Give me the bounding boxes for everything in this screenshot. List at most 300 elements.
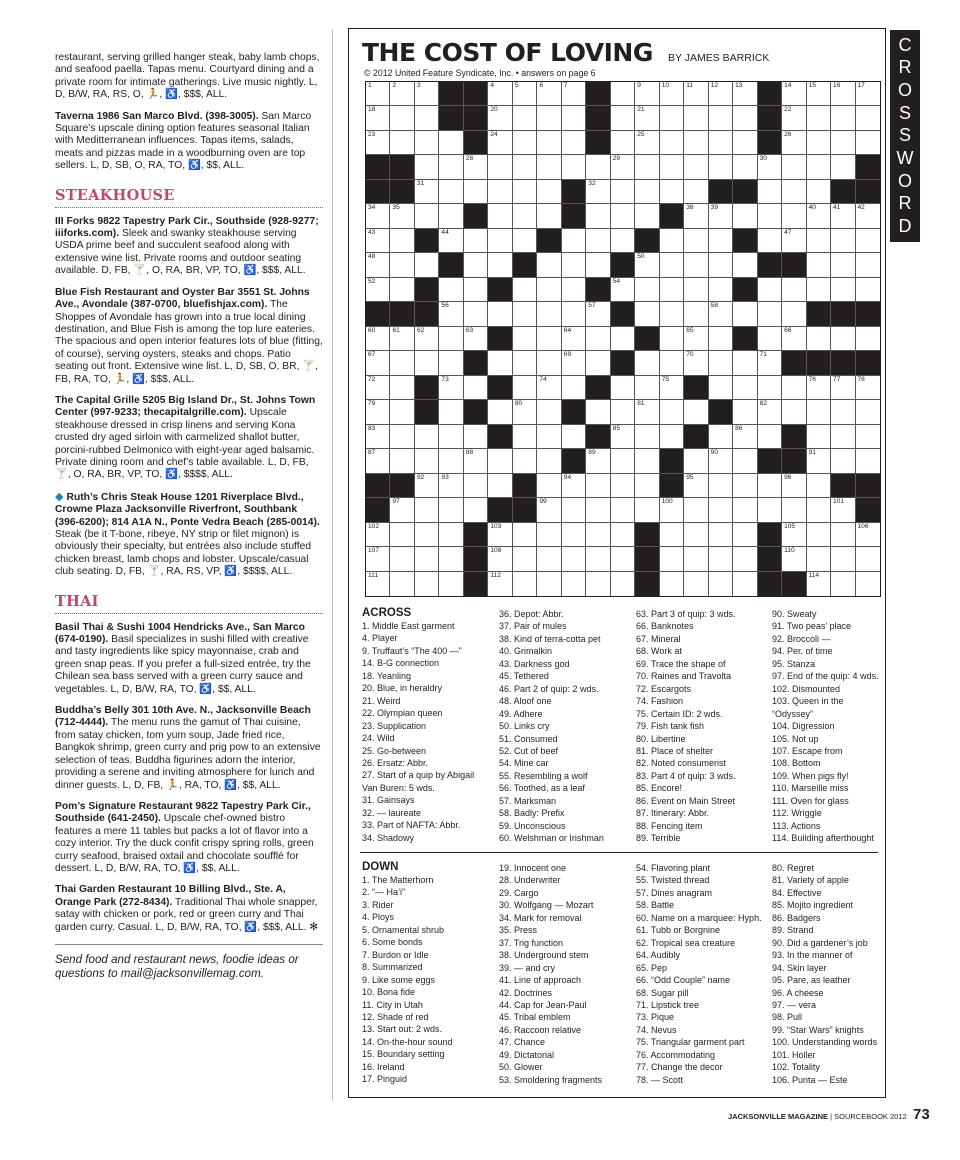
clue: 44. Cap for Jean-Paul — [499, 999, 587, 1010]
clue: 35. Press — [499, 925, 538, 936]
clue-number: 17 — [857, 82, 865, 89]
grid-cell — [415, 253, 439, 277]
grid-cell — [415, 204, 439, 228]
clue: 14. B-G connection — [362, 658, 440, 669]
black-square — [856, 180, 880, 204]
clue: 84. Effective — [772, 887, 822, 898]
grid-cell — [415, 106, 439, 130]
grid-cell — [660, 302, 684, 326]
grid-cell — [807, 547, 831, 571]
clue: 15. Boundary setting — [362, 1049, 445, 1060]
grid-cell — [758, 376, 782, 400]
thai-list — [55, 622, 323, 934]
clue: 6. Some bonds — [362, 937, 423, 948]
grid-cell — [439, 229, 463, 253]
black-square — [856, 498, 880, 522]
grid-cell — [660, 278, 684, 302]
black-square — [684, 425, 708, 449]
clue: 51. Consumed — [499, 733, 558, 744]
grid-cell — [464, 253, 488, 277]
grid-cell — [513, 204, 537, 228]
grid-cell — [562, 572, 586, 596]
clue-number: 12 — [710, 82, 718, 89]
grid-cell — [831, 278, 855, 302]
grid-cell — [635, 180, 659, 204]
grid-cell — [709, 82, 733, 106]
across-clues-col-1 — [362, 606, 474, 844]
grid-cell — [415, 82, 439, 106]
side-tab-letter: S — [898, 102, 911, 123]
clue: 50. Glower — [499, 1062, 543, 1073]
clue-number: 60 — [368, 326, 376, 334]
grid-cell — [733, 106, 757, 130]
grid-cell — [390, 204, 414, 228]
clue-number: 31 — [416, 179, 425, 187]
black-square — [464, 547, 488, 571]
clue: 57. Marksman — [499, 795, 557, 806]
grid-cell — [464, 449, 488, 473]
grid-cell — [635, 204, 659, 228]
grid-cell — [831, 547, 855, 571]
grid-cell — [390, 351, 414, 375]
clue-number: 29 — [612, 155, 621, 163]
black-square — [831, 302, 855, 326]
footnote: Send food and restaurant news, foodie ideas or questions to mail@jacksonvillemag.com. — [55, 952, 299, 980]
grid-cell — [709, 425, 733, 449]
clue: 70. Raines and Travolta — [636, 671, 732, 682]
restaurant-description: Basil specializes in sushi filled with creative and tasty ingredients like spicy mayonnaise, crab and green snap peas. If you prefer a full-sized entrée, try the Chilean sea bass served with a green curry sauce and vegetables. L, D, B/W, RA, TO, ♿, $$, ALL. — [55, 634, 311, 695]
grid-cell — [439, 155, 463, 179]
steakhouse-list — [55, 216, 323, 579]
grid-cell — [537, 106, 561, 130]
grid-cell — [758, 400, 782, 424]
grid-cell — [635, 106, 659, 130]
clue-number: 70 — [686, 351, 694, 359]
black-square — [488, 376, 512, 400]
grid-cell — [611, 155, 635, 179]
grid-cell — [366, 131, 390, 155]
grid-cell — [782, 180, 806, 204]
grid-cell — [439, 376, 463, 400]
clue: 109. When pigs fly! — [772, 770, 849, 781]
grid-cell — [733, 547, 757, 571]
grid-cell — [537, 547, 561, 571]
clue: 3. Rider — [362, 899, 394, 910]
grid-cell — [660, 229, 684, 253]
grid-cell — [807, 449, 831, 473]
grid-cell — [856, 106, 880, 130]
black-square — [586, 278, 610, 302]
grid-cell — [856, 449, 880, 473]
clue: 79. Fish tank fish — [636, 721, 705, 732]
grid-cell — [856, 425, 880, 449]
clue-number: 4 — [490, 82, 495, 89]
grid-cell — [464, 278, 488, 302]
grid-cell — [562, 302, 586, 326]
grid-cell — [709, 204, 733, 228]
grid-cell — [684, 400, 708, 424]
clue: 111. Oven for glass — [772, 795, 849, 806]
clue: 48. Aloof one — [499, 696, 552, 707]
clue: 39. — and cry — [499, 962, 556, 973]
grid-cell — [660, 400, 684, 424]
grid-cell — [464, 229, 488, 253]
grid-cell — [856, 376, 880, 400]
black-square — [415, 229, 439, 253]
clue: 85. Encore! — [636, 783, 683, 794]
grid-cell — [537, 278, 561, 302]
black-square — [537, 229, 561, 253]
grid-cell — [464, 474, 488, 498]
grid-cell — [586, 400, 610, 424]
clue-number: 40 — [808, 204, 816, 212]
clue: 10. Bona fide — [362, 987, 416, 998]
grid-cell — [709, 327, 733, 351]
restaurant-name: Ruth’s Chris Steak House 1201 Riverplace Blvd., Crowne Plaza Jacksonville Riverfront, Southbank (396-6200); 814 A1A N., Ponte Vedra Beach (285-0014). — [55, 491, 320, 528]
clue: 86. Event on Main Street — [636, 795, 736, 806]
grid-cell — [660, 82, 684, 106]
black-square — [733, 180, 757, 204]
grid-cell — [513, 106, 537, 130]
clue: 45. Tethered — [499, 671, 549, 682]
clue: 81. Variety of apple — [772, 875, 849, 886]
clue: 63. Part 3 of quip: 3 wds. — [636, 609, 736, 619]
grid-cell — [758, 498, 782, 522]
black-square — [464, 572, 488, 596]
grid-cell — [562, 425, 586, 449]
grid-cell — [562, 278, 586, 302]
column-divider — [332, 30, 333, 1100]
clue: 22. Olympian queen — [362, 708, 443, 719]
grid-cell — [807, 425, 831, 449]
grid-cell — [831, 106, 855, 130]
grid-cell — [635, 425, 659, 449]
grid-cell — [366, 449, 390, 473]
clue-number: 95 — [686, 473, 694, 481]
grid-cell — [782, 498, 806, 522]
grid-cell — [709, 474, 733, 498]
restaurant-name: III Forks 9822 Tapestry Park Cir., Southside (928-9277; iiiforks.com). — [55, 215, 319, 240]
diamond-icon: ◆ — [55, 490, 67, 503]
side-tab-letter: R — [898, 57, 912, 78]
clue: 4. Ploys — [362, 912, 395, 923]
clue-number: 80 — [514, 400, 523, 408]
clue-number: 69 — [563, 351, 572, 359]
clue-number: 39 — [710, 204, 718, 212]
grid-cell — [733, 155, 757, 179]
clue-number: 76 — [808, 375, 816, 383]
clue: 104. Digression — [772, 721, 835, 732]
clue: 89. Strand — [772, 925, 814, 936]
clue: 66. “Odd Couple” name — [636, 975, 731, 986]
grid-cell — [562, 498, 586, 522]
clue-number: 5 — [514, 82, 519, 89]
clue: 21. Weird — [362, 695, 401, 706]
restaurant-listings — [55, 52, 323, 981]
grid-cell — [709, 351, 733, 375]
grid-cell — [660, 547, 684, 571]
grid-cell — [415, 498, 439, 522]
clue-number: 73 — [441, 375, 449, 383]
clue: 5. Ornamental shrub — [362, 924, 445, 935]
black-square — [611, 253, 635, 277]
clue: 4. Player — [362, 633, 398, 644]
grid-cell — [684, 204, 708, 228]
grid-cell — [537, 302, 561, 326]
grid-cell — [831, 572, 855, 596]
clue: 53. Smoldering fragments — [499, 1074, 603, 1085]
grid-cell — [488, 204, 512, 228]
restaurant-name: Basil Thai & Sushi 1004 Hendricks Ave., San Marco (674-0190). — [55, 621, 305, 646]
restaurant-description: Upscale steakhouse dressed in crisp linens and serving Kona crusted dry aged sirloin with carmelized shallot butter, porcini-rubbed Delmonico with eight-year aged balsamic. Private dining room and chef’s table available. L, D, FB, 🍸, O, RA, BR, VP, TO, ♿, $$$$, ALL. — [55, 407, 315, 481]
grid-cell — [782, 302, 806, 326]
clue: 54. Flavoring plant — [636, 863, 711, 873]
grid-cell — [807, 376, 831, 400]
grid-cell — [782, 547, 806, 571]
grid-cell — [537, 474, 561, 498]
grid-cell — [856, 400, 880, 424]
grid-cell — [488, 180, 512, 204]
black-square — [635, 523, 659, 547]
clue-number: 57 — [588, 302, 596, 310]
restaurant-name: The Capital Grille 5205 Big Island Dr., St. Johns Town Center (997-9233; thecapitalgrille.com). — [55, 394, 316, 419]
grid-cell — [390, 400, 414, 424]
grid-cell — [537, 449, 561, 473]
clue: 74. Fashion — [636, 696, 684, 707]
clue-number: 112 — [490, 571, 501, 579]
grid-cell — [807, 523, 831, 547]
grid-cell — [611, 425, 635, 449]
clue: 92. Broccoli — — [772, 633, 831, 644]
grid-cell — [390, 82, 414, 106]
restaurant-entry — [55, 801, 323, 875]
black-square — [684, 376, 708, 400]
grid-cell — [684, 498, 708, 522]
clue-number: 66 — [784, 326, 792, 334]
clue: 33. Part of NAFTA: Abbr. — [362, 820, 461, 831]
grid-cell — [831, 523, 855, 547]
restaurant-entry — [55, 491, 323, 579]
restaurant-description: Upscale chef-owned bistro features a mere 11 tables but packs a lot of flavor into a cozy interior. Try the duck confit crispy spring rolls, green curry seafood, braised oxtail and chocolate soufflé for dessert. L, D, B/W, RA, TO, ♿, $$, ALL. — [55, 813, 314, 874]
grid-cell — [733, 523, 757, 547]
clue-number: 106 — [857, 522, 869, 530]
grid-cell — [439, 449, 463, 473]
black-square — [366, 155, 390, 179]
grid-cell — [660, 155, 684, 179]
clue: 87. Itinerary: Abbr. — [636, 808, 710, 819]
grid-cell — [537, 351, 561, 375]
clue-number: 65 — [686, 326, 694, 334]
grid-cell — [537, 400, 561, 424]
grid-cell — [660, 327, 684, 351]
grid-cell — [390, 229, 414, 253]
grid-cell — [366, 327, 390, 351]
grid-cell — [635, 449, 659, 473]
grid-cell — [611, 131, 635, 155]
clue: 75. Triangular garment part — [636, 1037, 745, 1048]
grid-cell — [831, 425, 855, 449]
black-square — [488, 327, 512, 351]
grid-cell — [513, 376, 537, 400]
black-square — [464, 106, 488, 130]
grid-cell — [635, 278, 659, 302]
clue: 7. Burdon or Idle — [362, 949, 429, 960]
clue: 47. Chance — [499, 1037, 546, 1048]
clue-number: 15 — [808, 82, 816, 89]
grid-cell — [586, 302, 610, 326]
grid-cell — [562, 229, 586, 253]
grid-cell — [513, 449, 537, 473]
grid-cell — [684, 474, 708, 498]
grid-cell — [586, 351, 610, 375]
grid-cell — [439, 351, 463, 375]
magazine-name: JACKSONVILLE MAGAZINE — [728, 1112, 829, 1121]
clue-number: 77 — [833, 375, 841, 383]
grid-cell — [807, 474, 831, 498]
grid-cell — [537, 572, 561, 596]
clue-number: 92 — [416, 473, 425, 481]
grid-cell — [488, 155, 512, 179]
clue: 95. Stanza — [772, 658, 816, 669]
restaurant-description: Sleek and swanky steakhouse serving USDA prime beef and succulent seafood along with extensive wine list. Private rooms and outdoor seating available. D, FB, 🍸, O, RA, BR, VP, TO, ♿, $$$, ALL. — [55, 228, 306, 277]
black-square — [733, 229, 757, 253]
clue-number: 79 — [368, 400, 376, 408]
grid-cell — [488, 400, 512, 424]
clue-number: 114 — [808, 571, 820, 579]
grid-cell — [733, 253, 757, 277]
black-square — [782, 449, 806, 473]
clue: 65. Pep — [636, 962, 668, 973]
black-square — [856, 474, 880, 498]
clue-number: 90 — [710, 449, 718, 457]
clue: 64. Audibly — [636, 950, 681, 961]
grid-cell — [660, 131, 684, 155]
grid-cell — [856, 82, 880, 106]
clue: 73. Pique — [636, 1012, 675, 1023]
clue: 8. Summarized — [362, 962, 423, 973]
restaurant-name: Buddha’s Belly 301 10th Ave. N., Jacksonville Beach (712-4444). — [55, 705, 311, 729]
clue-number: 102 — [368, 522, 380, 530]
grid-cell — [831, 498, 855, 522]
black-square — [660, 474, 684, 498]
black-square — [758, 106, 782, 130]
clue: 102. Totality — [772, 1062, 820, 1073]
clue-number: 43 — [368, 228, 376, 236]
grid-cell — [660, 351, 684, 375]
clue-number: 71 — [759, 351, 767, 359]
grid-cell — [513, 131, 537, 155]
black-square — [415, 376, 439, 400]
clue-number: 23 — [368, 130, 376, 138]
grid-cell — [611, 278, 635, 302]
grid-cell — [684, 523, 708, 547]
clue-number: 16 — [833, 82, 841, 89]
grid-cell — [733, 400, 757, 424]
black-square — [782, 253, 806, 277]
grid-cell — [586, 180, 610, 204]
grid-cell — [733, 425, 757, 449]
grid-cell — [733, 131, 757, 155]
black-square — [439, 82, 463, 106]
grid-cell — [635, 376, 659, 400]
grid-cell — [782, 204, 806, 228]
black-square — [758, 449, 782, 473]
black-square — [415, 302, 439, 326]
black-square — [733, 278, 757, 302]
black-square — [464, 131, 488, 155]
grid-cell — [635, 155, 659, 179]
clue: 29. Cargo — [499, 887, 539, 898]
clue: 108. Bottom — [772, 758, 821, 769]
clue-number: 82 — [759, 400, 767, 408]
clue: 66. Banknotes — [636, 621, 694, 632]
clue: 103. Queen in the — [772, 696, 844, 707]
clue-number: 20 — [490, 106, 498, 114]
grid-cell — [611, 180, 635, 204]
clue: 69. Trace the shape of — [636, 658, 726, 669]
black-square — [464, 400, 488, 424]
clue: 30. Wolfgang — Mozart — [499, 900, 594, 911]
clue: 49. Dictatorial — [499, 1049, 555, 1060]
grid-cell — [733, 204, 757, 228]
grid-cell — [513, 425, 537, 449]
crossword-byline: BY JAMES BARRICK — [668, 52, 770, 64]
clue-number: 50 — [637, 253, 645, 261]
grid-cell — [537, 131, 561, 155]
grid-cell — [684, 351, 708, 375]
grid-cell — [660, 180, 684, 204]
grid-cell — [709, 106, 733, 130]
clue: 83. Part 4 of quip: 3 wds. — [636, 770, 736, 781]
black-square — [758, 572, 782, 596]
black-square — [831, 351, 855, 375]
clue-number: 93 — [441, 473, 449, 481]
grid-cell — [831, 131, 855, 155]
grid-cell — [807, 155, 831, 179]
clue: 38. Underground stem — [499, 950, 589, 961]
restaurant-entry — [55, 287, 323, 386]
grid-cell — [709, 302, 733, 326]
grid-cell — [366, 425, 390, 449]
clue-number: 52 — [368, 277, 376, 285]
clue: 59. Unconscious — [499, 820, 566, 831]
grid-cell — [758, 302, 782, 326]
grid-cell — [733, 302, 757, 326]
grid-cell — [513, 229, 537, 253]
restaurant-name: Pom’s Signature Restaurant 9822 Tapestry Park Cir., Southside (641-2450). — [55, 800, 311, 825]
clue: 81. Place of shelter — [636, 745, 714, 756]
grid-cell — [807, 180, 831, 204]
grid-cell — [611, 229, 635, 253]
grid-cell — [366, 351, 390, 375]
clue-number: 89 — [588, 449, 596, 457]
grid-cell — [782, 131, 806, 155]
clue: 96. A cheese — [772, 987, 824, 998]
clue-number: 97 — [392, 498, 400, 506]
grid-cell — [390, 449, 414, 473]
clue: 54. Mine car — [499, 758, 549, 769]
clue: Van Buren: 5 wds. — [362, 782, 435, 793]
grid-cell — [488, 474, 512, 498]
clue: 76. Accommodating — [636, 1049, 716, 1060]
side-tab-letter: R — [898, 193, 912, 214]
grid-cell — [513, 351, 537, 375]
across-clues-col-4 — [772, 608, 879, 845]
clue-number: 86 — [735, 424, 743, 432]
clue: 40. Grimalkin — [499, 646, 553, 657]
grid-cell — [415, 547, 439, 571]
grid-cell — [488, 131, 512, 155]
